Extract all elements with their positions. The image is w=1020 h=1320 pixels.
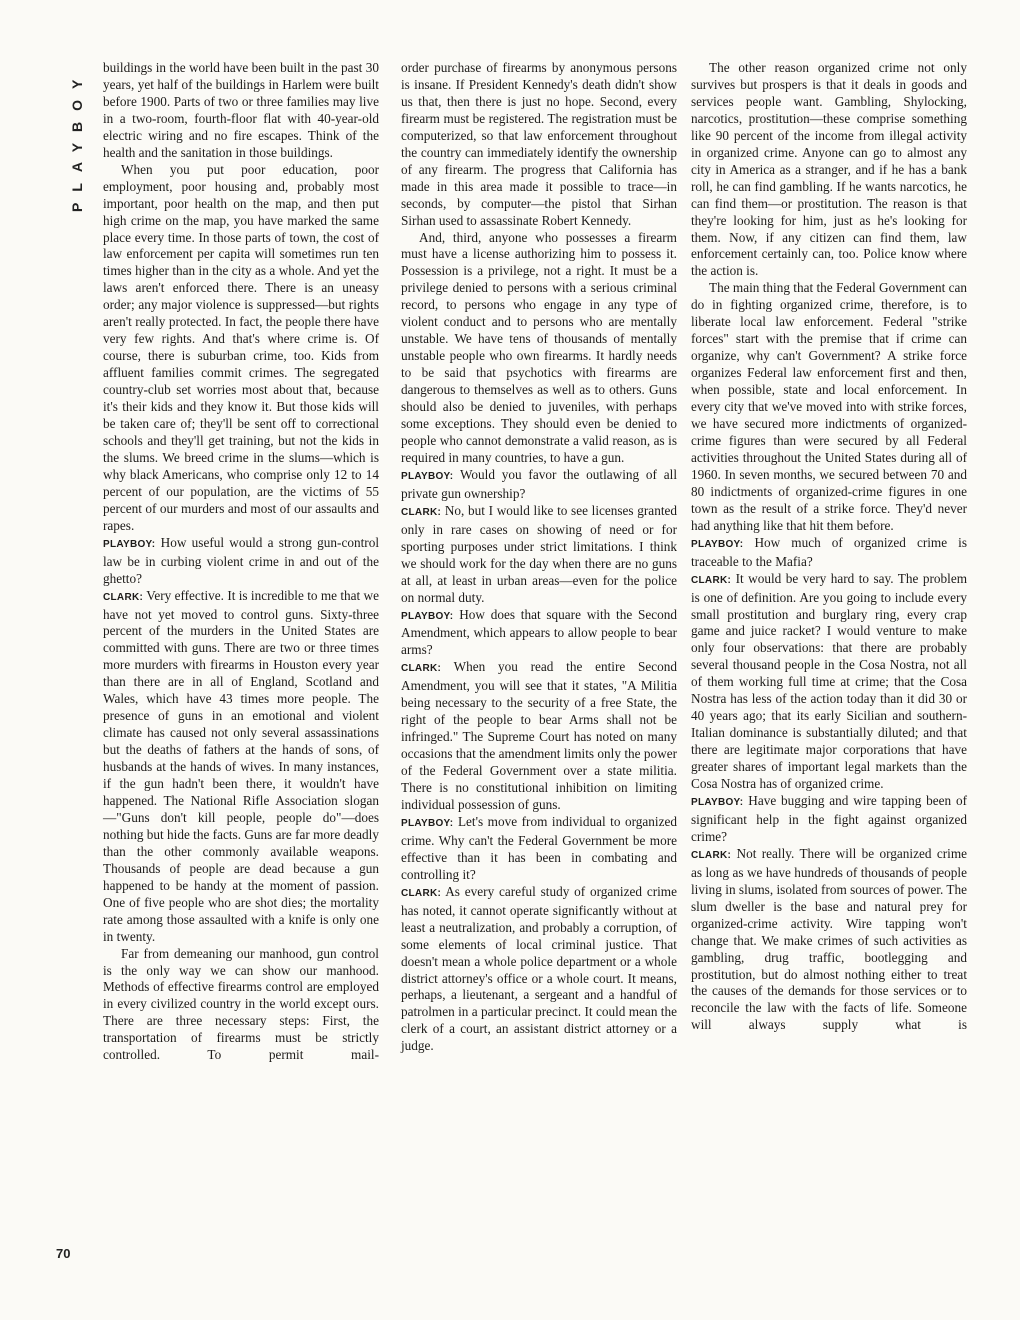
paragraph-text: As every careful study of organized crime has noted, it cannot operate significantly without at least a neutralization, and probably a corruption, of some elements of local criminal justice. That doesn't mean a whole police department or a whole district attorney's office or a whole court. It means, perhaps, a lieutenant, a sergeant and a handful of patrolmen in a particular precinct. It could mean the clerk of a court, an assistant district attorney or a judge.: [401, 883, 677, 1054]
paragraph-text: Let's move from individual to organized crime. Why can't the Federal Government be more effective than it has been in combating and controlling it?: [401, 813, 677, 882]
interview-paragraph: [691, 793, 967, 846]
speaker-label: CLARK:: [401, 506, 442, 518]
speaker-label: CLARK:: [691, 574, 732, 586]
speaker-label: CLARK:: [103, 591, 144, 603]
paragraph-text: Very effective. It is incredible to me that we have not yet moved to control guns. Sixty-three percent of the murders in the United States are committed with guns. There are two or three times more murders with firearms in Houston every year than there are in all of England, Scotland and Wales, which have 43 times more people. The presence of guns in an emotional and violent climate has caused not only several assassinations but the deaths of fathers at the hands of sons, of husbands at the hands of wives. In many instances, if the gun hadn't been there, it wouldn't have happened. The National Rifle Association slogan—"Guns don't kill people, people do"—does nothing but hide the facts. Guns are far more deadly than the other commonly available weapons. Thousands of people are dead because a gun happened to be handy at the moment of passion. One of five people who are shot dies; the mortality rate among those assaulted with a knife is only one in twenty.: [103, 587, 379, 944]
paragraph-text: Would you favor the outlawing of all private gun ownership?: [401, 466, 678, 501]
text-column-3: [691, 60, 967, 1034]
paragraph-text: And, third, anyone who possesses a firearm must have a license authorizing him to possess it. Possession is a privilege, not a right. It must be a privilege denied to persons with a serious criminal record, to persons who engage in any type of violent conduct and to persons who are mentally unstable. We have tens of thousands of mentally unstable people who own firearms. It hardly needs to be said that psychotics with firearms are dangerous to themselves as well as to others. Guns should also be denied to juveniles, with perhaps some exceptions. They should even be denied to people who cannot demonstrate a valid reason, as is required in many countries, to have a gun.: [401, 229, 677, 465]
speaker-label: PLAYBOY:: [103, 538, 156, 550]
body-paragraph: [401, 60, 677, 230]
paragraph-text: When you read the entire Second Amendment, you will see that it states, "A Militia being necessary to the security of a free State, the right of the people to bear Arms shall not be infringed." The Supreme Court has noted on many occasions that the amendment limits only the power of the Federal Government over a state militia. There is no constitutional inhibition on limiting individual possession of guns.: [401, 659, 677, 812]
interview-paragraph: [401, 607, 677, 660]
paragraph-text: How useful would a strong gun-control law be in curbing violent crime in and out of the ghetto?: [103, 534, 380, 586]
interview-paragraph: [401, 884, 677, 1056]
interview-paragraph: [401, 467, 677, 503]
paragraph-text: Not really. There will be organized crime as long as we have hundreds of thousands of people living in slums, isolated from sources of power. The slum dweller is the base and natural prey for organized-crime activity. Wire tapping won't change that. We make crimes of such activities as gambling, drug traffic, bootlegging and prostitution, but do almost nothing either to treat the causes of the demands for those services or to reconcile the law with the facts of life. Someone will always supply what is: [691, 845, 968, 1033]
paragraph-text: When you put poor education, poor employment, poor housing and, probably most important, poor health on the map, and then put high crime on the map, you have marked the same place every time. In those parts of town, the cost of law enforcement per capita will sometimes run ten times higher than in the city as a whole. And yet the laws aren't enforced there. There is an uneasy order; any major violence is suppressed—but rights aren't really protected. In fact, the people there have very few rights. And that's where crime is. Of course, there is suburban crime, too. Kids from affluent families commit crimes. The segregated country-club set worries most about that, because it's their kids and they know it. But those kids will be taken care of; they'll be sent off to correctional schools and they'll get training, but not the kids in the slums. We breed crime in the slums—which is why black Americans, who comprise only 12 to 14 percent of our population, are the victims of 55 percent of our murders and most of our assaults and rapes.: [103, 161, 379, 533]
paragraph-text: No, but I would like to see licenses granted only in rare cases on showing of need or for sporting purposes under strict limitations. I think we should work for the day when there are no guns at all, at least in urban areas—even for the police on normal duty.: [401, 502, 678, 605]
paragraph-text: It would be very hard to say. The problem is one of definition. Are you going to include every small prostitution and burglary ring, every crap game and juice racket? I would venture to make only four observations: that there are probably several thousand people in the Cosa Nostra, not all of them working full time at crime; that the Cosa Nostra has less of the action today than it did 30 or 40 years ago; that its early Sicilian and southern-Italian dominance is substantially diluted; and that there are legitimate major corporations that have greater shares of important legal markets than the Cosa Nostra has of organized crime.: [691, 570, 968, 792]
masthead-title: PLAYBOY: [69, 68, 85, 212]
interview-paragraph: [691, 535, 967, 571]
paragraph-text: How much of organized crime is traceable to the Mafia?: [691, 534, 968, 569]
body-paragraph: [103, 162, 379, 535]
body-paragraph: [103, 60, 379, 162]
page-number: 70: [56, 1246, 71, 1261]
speaker-label: PLAYBOY:: [401, 817, 454, 829]
speaker-label: PLAYBOY:: [401, 610, 454, 622]
speaker-label: CLARK:: [401, 663, 442, 675]
text-column-1: [103, 60, 379, 1064]
paragraph-text: How does that square with the Second Amendment, which appears to allow people to bear arms?: [401, 606, 678, 658]
speaker-label: CLARK:: [401, 887, 442, 899]
paragraph-text: The main thing that the Federal Government can do in fighting organized crime, therefore, is to liberate local law enforcement. Federal "strike forces" start with the premise that if crime can organize, why can't Government? A strike force organizes Federal law enforcement first and then, when possible, state and local enforcement. In every city that we've moved into with strike forces, we have secured more indictments of organized-crime figures than were secured by all Federal activities throughout the United States during all of 1960. In seven months, we secured between 70 and 80 indictments of organized-crime figures in one town as the result of a strike force. They'd never had anything like that hit them before.: [691, 280, 967, 533]
interview-paragraph: [103, 535, 379, 588]
paragraph-text: buildings in the world have been built in the past 30 years, yet half of the buildings in Harlem were built before 1900. Parts of two or three families may live in a two-room, fourth-floor flat with 40-year-old electric wiring and no fire escapes. Think of the health and the sanitation in those buildings.: [103, 60, 379, 160]
body-paragraph: [691, 60, 967, 280]
speaker-label: PLAYBOY:: [691, 796, 744, 808]
body-paragraph: [103, 946, 379, 1065]
interview-paragraph: [401, 814, 677, 884]
interview-paragraph: [103, 588, 379, 946]
interview-paragraph: [401, 503, 677, 607]
paragraph-text: Far from demeaning our manhood, gun control is the only way we can show our manhood. Methods of effective firearms control are employed in every civilized country in the world except ours. There are three necessary steps: First, the transportation of firearms must be strictly controlled. To permit mail-: [103, 945, 379, 1063]
interview-paragraph: [691, 846, 967, 1034]
speaker-label: PLAYBOY:: [401, 470, 454, 482]
text-column-2: [401, 60, 677, 1055]
speaker-label: PLAYBOY:: [691, 538, 744, 550]
paragraph-text: Have bugging and wire tapping been of significant help in the fight against organized crime?: [691, 792, 968, 844]
speaker-label: CLARK:: [691, 849, 732, 861]
body-paragraph: [401, 230, 677, 467]
interview-paragraph: [401, 659, 677, 814]
body-paragraph: [691, 280, 967, 534]
paragraph-text: The other reason organized crime not only survives but prospers is that it deals in goods and services people want. Gambling, Shylocking, narcotics, prostitution—these comprise something like 90 percent of the income from illegal activity in organized crime. Anyone can go to almost any city in America as a stranger, and if he has a bank roll, he can find gambling. If he wants narcotics, he can find them—or prostitution. The reason is that they're looking for him, just as he's looking for them. Now, if any citizen can find them, law enforcement certainly can, too. Police know where the action is.: [691, 60, 967, 279]
interview-paragraph: [691, 571, 967, 793]
paragraph-text: order purchase of firearms by anonymous persons is insane. If President Kennedy's death didn't show us that, then there is just no hope. Second, every firearm must be registered. The registration must be computerized, so that law enforcement throughout the country can immediately identify the ownership of any firearm. The progress that California has made in this area made it possible to trace—in seconds, by computer—the pistol that Sirhan Sirhan used to assassinate Robert Kennedy.: [401, 60, 677, 228]
